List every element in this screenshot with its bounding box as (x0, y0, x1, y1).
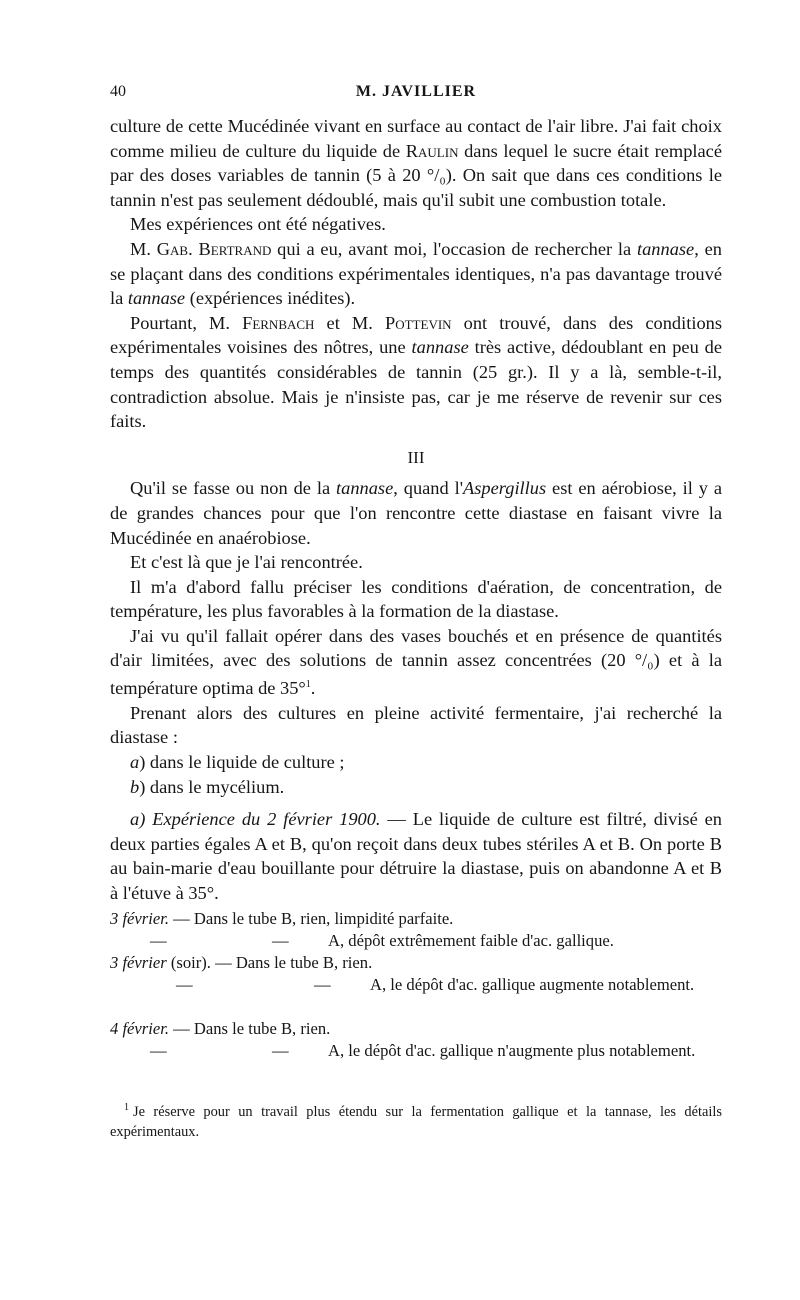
paragraph: Pourtant, M. Fernbach et M. Pottevin ont trouvé, dans des conditions expérimentales voisines des nôtres, une tannase très active, dédoublant en peu de temps des quantités considérables de tannin (25 gr.). Il y a là, semble-t-il, contradiction absolue. Mais je n'insiste pas, car je me réserve de revenir sur ces faits. (110, 312, 723, 432)
author-name: Pottevin (385, 312, 452, 333)
author-name: Fernbach (242, 312, 315, 333)
paragraph: Qu'il se fasse ou non de la tannase, quand l'Aspergillus est en aérobiose, il y a de grandes chances pour que l'on rencontre cette diastase en faisant vivre la Mucédinée en anaérobiose. (110, 478, 722, 548)
log-row: 4 février. — Dans le tube B, rien. (110, 1019, 331, 1038)
list-item: a) dans le liquide de culture ; (130, 751, 345, 772)
paragraph: a) Expérience du 2 février 1900. — Le liquide de culture est filtré, divisé en deux parties égales A et B, qu'on reçoit dans deux tubes stériles A et B. On porte B au bain-marie d'eau bouillante pour détruire la diastase, puis on abandonne A et B à l'étuve à 35°. (110, 809, 722, 903)
log-date: 3 février (110, 953, 167, 972)
experiment-title: ) Expérience du 2 février 1900. (139, 809, 381, 830)
log-date: 4 février. (110, 1019, 169, 1038)
footnote-reference: 1 (305, 679, 311, 691)
observation-log (110, 908, 722, 1084)
paragraph: Il m'a d'abord fallu préciser les conditions d'aération, de concentration, de température, les plus favorables à la formation de la diastase. (110, 576, 722, 622)
author-name: Raulin (405, 140, 459, 161)
page-number: 40 (110, 83, 126, 100)
log-row: 3 février (soir). — Dans le tube B, rien. (110, 953, 373, 972)
paragraph: Mes expériences ont été négatives. (130, 214, 386, 235)
paragraph: culture de cette Mucédinée vivant en surface au contact de l'air libre. J'ai fait choix comme milieu de culture du liquide de Raulin dans lequel le sucre était remplacé par des doses variables de tannin (5 à 20 °/₀). On sait que dans ces conditions le tannin n'est pas seulement dédoublé, mais qu'il subit une combustion totale. (110, 116, 722, 210)
running-title: M. JAVILLIER (355, 83, 477, 100)
section-heading: III (407, 447, 425, 467)
footnote-mark: 1 (124, 1102, 129, 1113)
footnote-text: Je réserve pour un travail plus étendu sur la fermentation gallique et la tannase, les détails expérimentaux. (110, 1103, 722, 1140)
body-text (110, 114, 722, 906)
log-row: 3 février. — Dans le tube B, rien, limpidité parfaite. (110, 909, 454, 928)
paragraph: M. Gab. Bertrand qui a eu, avant moi, l'occasion de rechercher la tannase, en se plaçant dans des conditions expérimentales identiques, n'a pas davantage trouvé la tannase (expériences inédites). (110, 238, 722, 309)
log-row: — — A, dépôt extrêmement faible d'ac. gallique. (150, 931, 614, 950)
running-head (110, 83, 722, 107)
paragraph: J'ai vu qu'il fallait opérer dans des vases bouchés et en présence de quantités d'air limitées, avec des solutions de tannin assez concentrées (20 °/₀) et à la température optima de 35°$^1$. (110, 625, 722, 699)
log-row: — — A, le dépôt d'ac. gallique augmente notablement. (176, 975, 695, 994)
log-date: 3 février. (110, 909, 169, 928)
list-item: b) dans le mycélium. (130, 776, 285, 797)
paragraph: Et c'est là que je l'ai rencontrée. (130, 552, 363, 573)
footnote (110, 1098, 722, 1142)
paragraph: Prenant alors des cultures en pleine activité fermentaire, j'ai recherché la diastase : (110, 702, 722, 748)
author-name: Gab. Bertrand (156, 238, 272, 259)
log-row: — — A, le dépôt d'ac. gallique n'augmente plus notablement. (150, 1041, 696, 1060)
